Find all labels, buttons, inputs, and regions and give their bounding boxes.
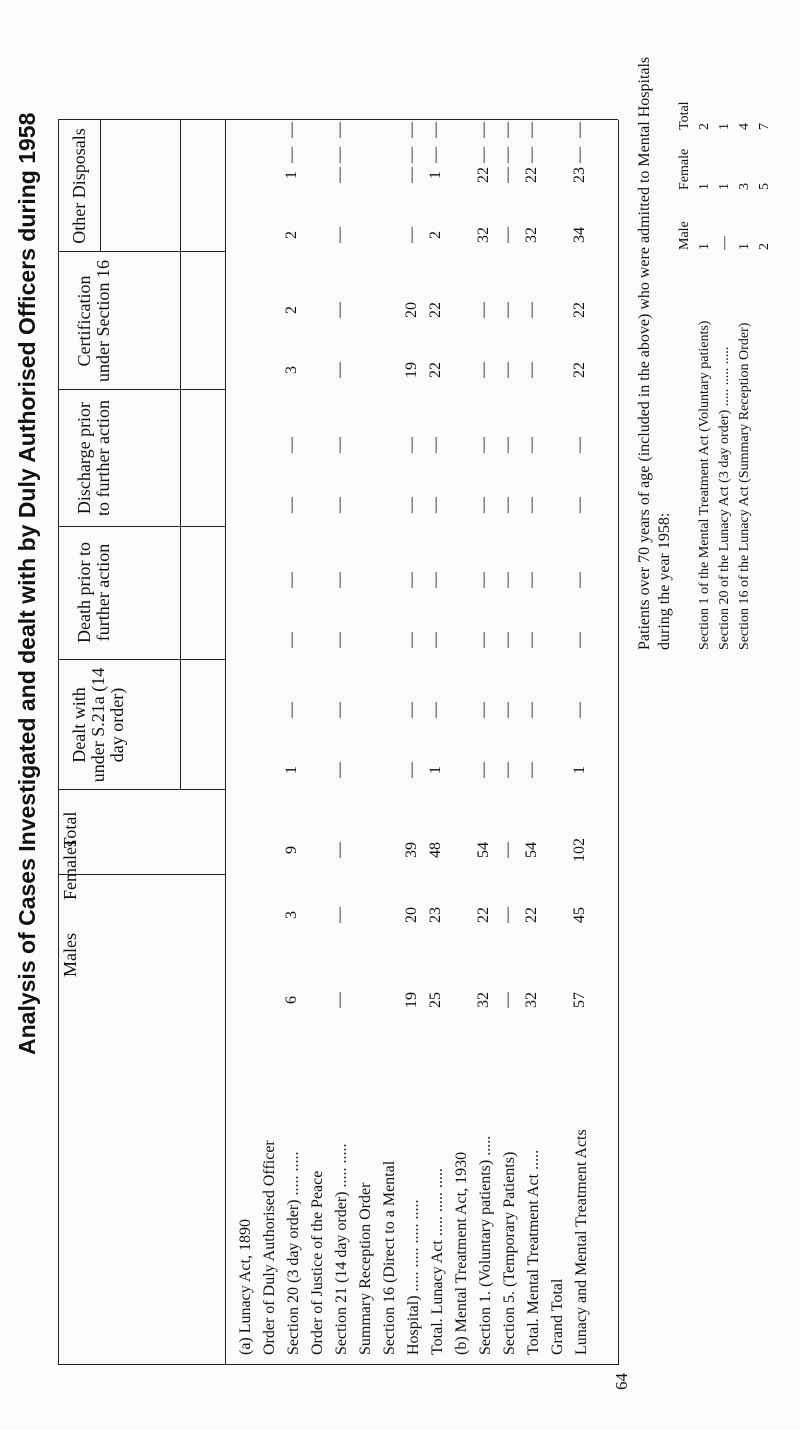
table-cell: — xyxy=(283,572,300,588)
table-cell: — xyxy=(331,632,348,648)
table-cell: — xyxy=(475,762,492,778)
table-cell: 19 xyxy=(403,992,420,1008)
table-cell: — xyxy=(571,572,588,588)
table-cell: 1 xyxy=(283,171,300,179)
table-cell: — xyxy=(331,992,348,1008)
table-cell: — xyxy=(475,497,492,513)
footnote-text: Patients over 70 years of age (included in the above) who were admitted to Mental Hospitals during the year 1958: xyxy=(636,56,673,650)
table-cell: — xyxy=(331,572,348,588)
footnote-total-header: Total xyxy=(677,101,692,130)
table-cell: 32 xyxy=(523,992,540,1008)
table-cell: 2 xyxy=(427,231,444,239)
table-cell: — xyxy=(331,497,348,513)
table-cell: 48 xyxy=(427,842,444,858)
table-cell: — xyxy=(283,632,300,648)
table-cell: — xyxy=(499,572,516,588)
table-cell: — xyxy=(403,227,420,243)
footnote-totals-row xyxy=(755,30,775,650)
table-cell: 22 xyxy=(571,302,588,318)
table-cell: 22 xyxy=(571,362,588,378)
table-cell: — xyxy=(331,907,348,923)
footnote-label: Section 16 of the Lunacy Act (Summary Reception Order) xyxy=(737,322,752,650)
footnote-label: Section 1 of the Mental Treatment Act (Voluntary patients) xyxy=(697,320,712,650)
table-cell: 1 xyxy=(283,766,300,774)
discharge-header: Discharge prior to further action xyxy=(74,400,113,516)
table-cell: — xyxy=(475,572,492,588)
row-label: Total. Mental Treatment Act ..... xyxy=(525,1149,542,1355)
footnote-male: — xyxy=(717,236,732,250)
footnote-item xyxy=(735,30,755,650)
footnote-female-header: Female xyxy=(677,148,692,190)
table-cell: — xyxy=(475,147,492,163)
table-cell: — xyxy=(571,437,588,453)
table-cell: — xyxy=(499,907,516,923)
table-cell: 22 xyxy=(475,907,492,923)
table-cell: — xyxy=(427,437,444,453)
table-cell: — xyxy=(475,632,492,648)
table-cell: — xyxy=(403,497,420,513)
footnote-label: Section 20 of the Lunacy Act (3 day order) ..... ..... ..... xyxy=(717,346,732,650)
table-cell: — xyxy=(499,147,516,163)
row-label: (a) Lunacy Act, 1890 xyxy=(237,1219,254,1355)
table-cell: — xyxy=(499,437,516,453)
table-cell: 57 xyxy=(571,992,588,1008)
table-cell: 3 xyxy=(283,911,300,919)
table-cell: — xyxy=(523,302,540,318)
table-cell: 54 xyxy=(475,842,492,858)
table-cell: — xyxy=(403,147,420,163)
page-title: Analysis of Cases Investigated and dealt with by Duly Authorised Officers during 1958 xyxy=(14,112,40,1055)
table-cell: — xyxy=(331,362,348,378)
footnote-items xyxy=(695,30,755,650)
footnote xyxy=(635,30,775,650)
table-cell: — xyxy=(403,702,420,718)
table-cell: 22 xyxy=(523,907,540,923)
table-cell: — xyxy=(283,437,300,453)
table-cell: 1 xyxy=(427,766,444,774)
table-cell: — xyxy=(403,762,420,778)
row-label: Order of Duly Authorised Officer xyxy=(261,1140,278,1355)
table-cell: — xyxy=(475,437,492,453)
row-label: Section 16 (Direct to a Mental xyxy=(381,1160,398,1355)
table-cell: 19 xyxy=(403,362,420,378)
table-cell: 34 xyxy=(571,227,588,243)
table-cell: 39 xyxy=(403,842,420,858)
footnote-header-row xyxy=(675,30,695,650)
row-label: Hospital) ..... ..... ..... ..... xyxy=(405,1199,422,1355)
table-cell: — xyxy=(499,632,516,648)
page-number: 64 xyxy=(612,1373,631,1390)
table-cell: — xyxy=(331,437,348,453)
footnote-female: 1 xyxy=(697,183,712,190)
table-cell: — xyxy=(403,632,420,648)
table-cell: 22 xyxy=(475,167,492,183)
footnote-total-female: 5 xyxy=(757,183,772,190)
table-cell: — xyxy=(499,122,516,138)
table-cell: — xyxy=(499,167,516,183)
table-cell: 2 xyxy=(283,306,300,314)
table-cell: — xyxy=(523,702,540,718)
row-label: Section 1. (Voluntary patients) ..... xyxy=(477,1135,494,1355)
table-cell: 32 xyxy=(475,227,492,243)
table-cell: — xyxy=(499,497,516,513)
row-label: Section 20 (3 day order) ..... ..... xyxy=(285,1151,302,1355)
table-cell: 20 xyxy=(403,907,420,923)
table-cell: — xyxy=(499,302,516,318)
row-label: Section 21 (14 day order) ..... ..... xyxy=(333,1143,350,1355)
footnote-item xyxy=(715,30,735,650)
table-cell: — xyxy=(475,362,492,378)
table-cell: — xyxy=(523,437,540,453)
dealt-with-header: Dealt with under S.21a (14 day order) xyxy=(69,667,127,783)
table-cell: — xyxy=(331,762,348,778)
other-disposals-header: Other Disposals xyxy=(69,128,89,244)
table-cell: — xyxy=(523,147,540,163)
table-cell: 1 xyxy=(427,171,444,179)
table-cell: 54 xyxy=(523,842,540,858)
table-cell: — xyxy=(403,437,420,453)
table-cell: — xyxy=(499,227,516,243)
table-cell: — xyxy=(499,362,516,378)
table-cell: — xyxy=(283,497,300,513)
table-cell: 22 xyxy=(523,167,540,183)
certification-header: Certification under Section 16 xyxy=(74,260,113,382)
table-cell: — xyxy=(403,572,420,588)
table-cell: 22 xyxy=(427,302,444,318)
table-cell: — xyxy=(403,167,420,183)
footnote-total: 4 xyxy=(737,123,752,130)
table-cell: — xyxy=(331,147,348,163)
footnote-total: 2 xyxy=(697,123,712,130)
table-cell: — xyxy=(499,762,516,778)
row-label: Order of Justice of the Peace xyxy=(309,1170,326,1355)
table-cell: — xyxy=(475,702,492,718)
footnote-female: 3 xyxy=(737,183,752,190)
table-cell: — xyxy=(523,362,540,378)
table-cell: — xyxy=(427,702,444,718)
table-cell: — xyxy=(475,122,492,138)
table-cell: — xyxy=(571,702,588,718)
table-cell: 23 xyxy=(571,167,588,183)
table-cell: 9 xyxy=(283,846,300,854)
table-cell: 32 xyxy=(523,227,540,243)
footnote-female: 1 xyxy=(717,183,732,190)
table-cell: — xyxy=(427,572,444,588)
table-cell: — xyxy=(499,702,516,718)
table-cell: — xyxy=(499,992,516,1008)
footnote-total-male: 2 xyxy=(757,243,772,250)
row-label: Grand Total xyxy=(549,1278,566,1355)
table-cell: 32 xyxy=(475,992,492,1008)
table-cell: — xyxy=(523,572,540,588)
footnote-male-header: Male xyxy=(677,221,692,250)
footnote-total-total: 7 xyxy=(757,123,772,130)
table-cell: 102 xyxy=(571,838,588,862)
table-cell: — xyxy=(427,122,444,138)
table-cell: 1 xyxy=(571,766,588,774)
footnote-item xyxy=(695,30,715,650)
table-cell: — xyxy=(571,497,588,513)
row-label: Section 5. (Temporary Patients) xyxy=(501,1151,518,1355)
total-header: Total xyxy=(60,811,80,849)
table-cell: — xyxy=(427,632,444,648)
footnote-total: 1 xyxy=(717,123,732,130)
table-cell: — xyxy=(331,702,348,718)
table-cell: — xyxy=(331,227,348,243)
row-label: Summary Reception Order xyxy=(357,1182,374,1355)
table-cell: — xyxy=(475,302,492,318)
table-cell: — xyxy=(523,122,540,138)
table-cell: 23 xyxy=(427,907,444,923)
table-cell: 2 xyxy=(283,231,300,239)
table-cell: 45 xyxy=(571,907,588,923)
death-header: Death prior to further action xyxy=(74,542,113,643)
table-cell: — xyxy=(427,147,444,163)
table-cell: — xyxy=(499,842,516,858)
row-label: (b) Mental Treatment Act, 1930 xyxy=(453,1151,470,1355)
table-cell: — xyxy=(571,122,588,138)
table-cell: — xyxy=(283,122,300,138)
males-header: Males xyxy=(60,933,80,977)
table-cell: — xyxy=(283,702,300,718)
row-label: Total. Lunacy Act ..... ..... ..... xyxy=(429,1168,446,1355)
table-cell: — xyxy=(571,147,588,163)
table-cell: 6 xyxy=(283,996,300,1004)
table-cell: 25 xyxy=(427,992,444,1008)
table-cell: 3 xyxy=(283,366,300,374)
table-cell: — xyxy=(331,302,348,318)
table-cell: — xyxy=(427,497,444,513)
table-cell: — xyxy=(523,632,540,648)
footnote-male: 1 xyxy=(697,243,712,250)
table-cell: 22 xyxy=(427,362,444,378)
row-label: Lunacy and Mental Treatment Acts xyxy=(573,1129,590,1355)
footnote-male: 1 xyxy=(737,243,752,250)
table-cell: — xyxy=(571,632,588,648)
table-cell: — xyxy=(403,122,420,138)
table-cell: — xyxy=(331,167,348,183)
females-header: Females xyxy=(60,840,80,900)
table-cell: 20 xyxy=(403,302,420,318)
table-cell: — xyxy=(283,147,300,163)
table-cell: — xyxy=(523,497,540,513)
table-cell: — xyxy=(523,762,540,778)
table-cell: — xyxy=(331,122,348,138)
table-cell: — xyxy=(331,842,348,858)
